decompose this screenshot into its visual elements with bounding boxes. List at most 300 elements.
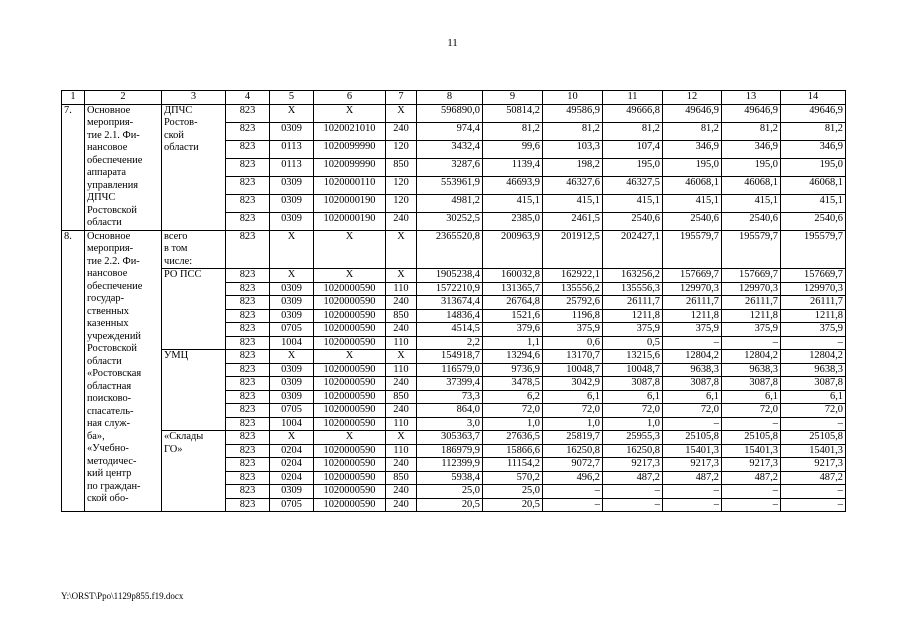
value-cell: 11154,2	[483, 458, 543, 472]
value-cell: 12804,2	[663, 350, 722, 364]
value-cell: 154918,7	[417, 350, 483, 364]
value-cell: 823	[226, 485, 270, 499]
value-cell: 1572210,9	[417, 282, 483, 296]
value-cell: Х	[270, 104, 314, 122]
value-cell: 1020000590	[314, 444, 386, 458]
column-number-cell: 10	[543, 91, 603, 105]
value-cell: 1020000190	[314, 194, 386, 212]
value-cell: 49646,9	[722, 104, 781, 122]
value-cell: Х	[314, 350, 386, 364]
value-cell: 823	[226, 269, 270, 283]
value-cell: 46068,1	[781, 176, 846, 194]
value-cell: 346,9	[722, 140, 781, 158]
measure-name-line: обеспечение	[87, 154, 143, 166]
value-cell: 823	[226, 296, 270, 310]
value-cell: 6,1	[722, 390, 781, 404]
value-cell: 4514,5	[417, 323, 483, 337]
value-cell: 2365520,8	[417, 230, 483, 269]
table-body	[62, 91, 846, 512]
value-cell: 5938,4	[417, 471, 483, 485]
measure-name-line: ба»,	[87, 430, 105, 442]
value-cell: 81,2	[781, 122, 846, 140]
value-cell: 1020021010	[314, 122, 386, 140]
value-cell: 415,1	[603, 194, 663, 212]
value-cell: 14836,4	[417, 309, 483, 323]
value-cell: 240	[386, 498, 417, 512]
executor-line: «Склады	[164, 431, 204, 442]
value-cell: 27636,5	[483, 431, 543, 445]
value-cell: –	[722, 417, 781, 431]
measure-name-line: учреждений	[87, 330, 141, 342]
value-cell: –	[781, 417, 846, 431]
value-cell: 1020000590	[314, 390, 386, 404]
value-cell: –	[722, 336, 781, 350]
budget-table	[61, 90, 846, 512]
value-cell: 1020000110	[314, 176, 386, 194]
value-cell: 49646,9	[663, 104, 722, 122]
value-cell: 375,9	[781, 323, 846, 337]
value-cell: 25792,6	[543, 296, 603, 310]
executor-line: ДПЧС	[164, 104, 193, 116]
value-cell: 110	[386, 282, 417, 296]
value-cell: 81,2	[603, 122, 663, 140]
executor-line: ГО»	[164, 443, 183, 455]
value-cell: 15401,3	[781, 444, 846, 458]
value-cell: 240	[386, 458, 417, 472]
value-cell: 1020000590	[314, 458, 386, 472]
value-cell: –	[603, 485, 663, 499]
value-cell: 25105,8	[781, 431, 846, 445]
value-cell: 3087,8	[603, 377, 663, 391]
value-cell: 1,1	[483, 336, 543, 350]
value-cell: 823	[226, 309, 270, 323]
value-cell: 26111,7	[663, 296, 722, 310]
executor-line: РО ПСС	[164, 269, 202, 280]
value-cell: 0309	[270, 282, 314, 296]
executor-line: ской	[164, 129, 184, 141]
table-row	[62, 104, 846, 122]
value-cell: 346,9	[781, 140, 846, 158]
value-cell: 9217,3	[603, 458, 663, 472]
column-number-cell: 13	[722, 91, 781, 105]
value-cell: 0705	[270, 498, 314, 512]
value-cell: 570,2	[483, 471, 543, 485]
value-cell: 823	[226, 282, 270, 296]
value-cell: –	[663, 498, 722, 512]
value-cell: Х	[386, 104, 417, 122]
column-number-cell: 2	[85, 91, 162, 105]
value-cell: 240	[386, 404, 417, 418]
measure-name-line: ственных	[87, 305, 129, 317]
value-cell: 375,9	[543, 323, 603, 337]
measure-name-line: аппарата	[87, 167, 127, 178]
value-cell: 823	[226, 350, 270, 364]
value-cell: 1020000590	[314, 363, 386, 377]
value-cell: 1004	[270, 417, 314, 431]
column-number-row	[62, 91, 846, 105]
value-cell: 850	[386, 309, 417, 323]
measure-name-line: тие 2.1. Фи-	[87, 129, 140, 141]
item-number-cell: 7.	[62, 104, 85, 230]
value-cell: 25,0	[417, 485, 483, 499]
value-cell: 0309	[270, 377, 314, 391]
value-cell: 72,0	[722, 404, 781, 418]
value-cell: 1020000590	[314, 404, 386, 418]
value-cell: 823	[226, 336, 270, 350]
value-cell: 0309	[270, 122, 314, 140]
value-cell: 110	[386, 444, 417, 458]
value-cell: 25,0	[483, 485, 543, 499]
value-cell: 6,1	[663, 390, 722, 404]
value-cell: 0204	[270, 458, 314, 472]
measure-name-line: обеспечение	[87, 280, 143, 292]
value-cell: 49646,9	[781, 104, 846, 122]
value-cell: 2461,5	[543, 212, 603, 230]
value-cell: 135556,3	[603, 282, 663, 296]
value-cell: 72,0	[483, 404, 543, 418]
value-cell: 195,0	[663, 158, 722, 176]
page-number: 11	[447, 37, 458, 49]
value-cell: 12804,2	[722, 350, 781, 364]
value-cell: 0705	[270, 404, 314, 418]
value-cell: 16250,8	[603, 444, 663, 458]
value-cell: 195579,7	[781, 230, 846, 269]
value-cell: 25105,8	[663, 431, 722, 445]
value-cell: 1020000590	[314, 282, 386, 296]
value-cell: 823	[226, 431, 270, 445]
value-cell: 823	[226, 194, 270, 212]
measure-name-line: «Ростовская	[87, 368, 142, 379]
value-cell: –	[722, 485, 781, 499]
value-cell: 157669,7	[781, 269, 846, 283]
value-cell: 240	[386, 212, 417, 230]
value-cell: Х	[270, 431, 314, 445]
value-cell: 346,9	[663, 140, 722, 158]
value-cell: –	[781, 336, 846, 350]
value-cell: 823	[226, 377, 270, 391]
value-cell: 823	[226, 212, 270, 230]
measure-name-cell	[85, 230, 162, 512]
value-cell: 202427,1	[603, 230, 663, 269]
value-cell: Х	[386, 269, 417, 283]
value-cell: 0113	[270, 158, 314, 176]
value-cell: 6,1	[781, 390, 846, 404]
value-cell: 81,2	[722, 122, 781, 140]
value-cell: 823	[226, 104, 270, 122]
value-cell: 240	[386, 377, 417, 391]
value-cell: 13215,6	[603, 350, 663, 364]
value-cell: 72,0	[603, 404, 663, 418]
value-cell: –	[663, 485, 722, 499]
value-cell: 135556,2	[543, 282, 603, 296]
value-cell: 3,0	[417, 417, 483, 431]
value-cell: 823	[226, 176, 270, 194]
value-cell: 0309	[270, 390, 314, 404]
value-cell: 0113	[270, 140, 314, 158]
value-cell: 823	[226, 458, 270, 472]
value-cell: –	[543, 498, 603, 512]
value-cell: 823	[226, 404, 270, 418]
value-cell: 1211,8	[663, 309, 722, 323]
value-cell: 3087,8	[781, 377, 846, 391]
value-cell: 240	[386, 122, 417, 140]
measure-name-line: ная служ-	[87, 418, 131, 429]
table-row	[62, 350, 846, 364]
value-cell: 823	[226, 363, 270, 377]
executor-cell	[162, 230, 226, 269]
value-cell: 0309	[270, 296, 314, 310]
value-cell: 240	[386, 485, 417, 499]
value-cell: 120	[386, 176, 417, 194]
value-cell: 160032,8	[483, 269, 543, 283]
value-cell: 3478,5	[483, 377, 543, 391]
measure-name-line: областная	[87, 380, 132, 392]
value-cell: 9072,7	[543, 458, 603, 472]
value-cell: 2540,6	[663, 212, 722, 230]
value-cell: 1020000590	[314, 336, 386, 350]
measure-name-line: Основное	[87, 230, 131, 242]
value-cell: 81,2	[543, 122, 603, 140]
value-cell: 823	[226, 417, 270, 431]
value-cell: 15401,3	[722, 444, 781, 458]
value-cell: Х	[270, 230, 314, 269]
value-cell: 0204	[270, 444, 314, 458]
measure-name-line: кий центр	[87, 468, 132, 479]
value-cell: 26111,7	[781, 296, 846, 310]
value-cell: 1020000590	[314, 323, 386, 337]
measure-name-line: области	[87, 355, 122, 367]
value-cell: 0309	[270, 212, 314, 230]
column-number-cell: 8	[417, 91, 483, 105]
value-cell: –	[722, 498, 781, 512]
value-cell: 823	[226, 444, 270, 458]
value-cell: 850	[386, 390, 417, 404]
value-cell: 596890,0	[417, 104, 483, 122]
value-cell: 0705	[270, 323, 314, 337]
value-cell: 823	[226, 323, 270, 337]
measure-name-line: Ростовской	[87, 343, 137, 354]
value-cell: 3087,8	[722, 377, 781, 391]
value-cell: 0,6	[543, 336, 603, 350]
executor-line: УМЦ	[164, 350, 189, 361]
value-cell: 553961,9	[417, 176, 483, 194]
value-cell: 195,0	[722, 158, 781, 176]
value-cell: 379,6	[483, 323, 543, 337]
executor-cell	[162, 269, 226, 350]
value-cell: 487,2	[781, 471, 846, 485]
value-cell: 1020000590	[314, 471, 386, 485]
value-cell: 9736,9	[483, 363, 543, 377]
value-cell: 3087,8	[663, 377, 722, 391]
column-number-cell: 3	[162, 91, 226, 105]
column-number-cell: 12	[663, 91, 722, 105]
executor-cell	[162, 350, 226, 431]
measure-name-line: государ-	[87, 293, 125, 304]
value-cell: 375,9	[663, 323, 722, 337]
value-cell: 9217,3	[663, 458, 722, 472]
value-cell: Х	[386, 230, 417, 269]
value-cell: 26764,8	[483, 296, 543, 310]
value-cell: 1905238,4	[417, 269, 483, 283]
value-cell: 0,5	[603, 336, 663, 350]
value-cell: 157669,7	[663, 269, 722, 283]
value-cell: 1004	[270, 336, 314, 350]
column-number-cell: 7	[386, 91, 417, 105]
value-cell: 25819,7	[543, 431, 603, 445]
table-row	[62, 431, 846, 445]
value-cell: 15401,3	[663, 444, 722, 458]
value-cell: 6,2	[483, 390, 543, 404]
column-number-cell: 6	[314, 91, 386, 105]
measure-name-line: нансовое	[87, 142, 128, 153]
value-cell: 415,1	[543, 194, 603, 212]
value-cell: 200963,9	[483, 230, 543, 269]
value-cell: 850	[386, 471, 417, 485]
value-cell: 49586,9	[543, 104, 603, 122]
value-cell: 81,2	[663, 122, 722, 140]
value-cell: 157669,7	[722, 269, 781, 283]
value-cell: 305363,7	[417, 431, 483, 445]
value-cell: 3287,6	[417, 158, 483, 176]
value-cell: –	[663, 417, 722, 431]
value-cell: 1211,8	[603, 309, 663, 323]
value-cell: 26111,7	[722, 296, 781, 310]
value-cell: –	[543, 485, 603, 499]
value-cell: 16250,8	[543, 444, 603, 458]
value-cell: 0309	[270, 485, 314, 499]
value-cell: 116579,0	[417, 363, 483, 377]
measure-name-line: по граждан-	[87, 480, 141, 492]
value-cell: 12804,2	[781, 350, 846, 364]
table-row	[62, 230, 846, 269]
value-cell: 198,2	[543, 158, 603, 176]
value-cell: 4981,2	[417, 194, 483, 212]
value-cell: 112399,9	[417, 458, 483, 472]
value-cell: 1020000590	[314, 296, 386, 310]
item-number-cell: 8.	[62, 230, 85, 512]
value-cell: 823	[226, 471, 270, 485]
value-cell: 9217,3	[781, 458, 846, 472]
value-cell: 2540,6	[781, 212, 846, 230]
value-cell: 1,0	[603, 417, 663, 431]
value-cell: 9638,3	[722, 363, 781, 377]
value-cell: 6,1	[603, 390, 663, 404]
measure-name-line: мероприя-	[87, 117, 134, 128]
column-number-cell: 4	[226, 91, 270, 105]
value-cell: 131365,7	[483, 282, 543, 296]
value-cell: Х	[270, 350, 314, 364]
value-cell: 9638,3	[781, 363, 846, 377]
value-cell: 823	[226, 230, 270, 269]
value-cell: 107,4	[603, 140, 663, 158]
value-cell: 375,9	[603, 323, 663, 337]
executor-line: Ростов-	[164, 117, 198, 128]
executor-line: числе:	[164, 255, 193, 267]
value-cell: 129970,3	[722, 282, 781, 296]
value-cell: 73,3	[417, 390, 483, 404]
value-cell: 46068,1	[722, 176, 781, 194]
value-cell: 1,0	[543, 417, 603, 431]
value-cell: 10048,7	[543, 363, 603, 377]
value-cell: 823	[226, 158, 270, 176]
executor-cell	[162, 104, 226, 230]
value-cell: 415,1	[781, 194, 846, 212]
value-cell: 415,1	[663, 194, 722, 212]
value-cell: 3042,9	[543, 377, 603, 391]
value-cell: 240	[386, 323, 417, 337]
value-cell: 1521,6	[483, 309, 543, 323]
value-cell: 0309	[270, 194, 314, 212]
value-cell: 1020000190	[314, 212, 386, 230]
value-cell: 1020000590	[314, 498, 386, 512]
column-number-cell: 1	[62, 91, 85, 105]
value-cell: 2,2	[417, 336, 483, 350]
value-cell: 13294,6	[483, 350, 543, 364]
value-cell: 46327,6	[543, 176, 603, 194]
value-cell: Х	[386, 350, 417, 364]
value-cell: 195579,7	[663, 230, 722, 269]
column-number-cell: 14	[781, 91, 846, 105]
value-cell: 823	[226, 140, 270, 158]
value-cell: 30252,5	[417, 212, 483, 230]
measure-name-line: ской обо-	[87, 493, 129, 504]
value-cell: 0309	[270, 176, 314, 194]
value-cell: 1020099990	[314, 158, 386, 176]
value-cell: 195579,7	[722, 230, 781, 269]
value-cell: 375,9	[722, 323, 781, 337]
value-cell: 313674,4	[417, 296, 483, 310]
value-cell: Х	[314, 230, 386, 269]
value-cell: 1020000590	[314, 417, 386, 431]
value-cell: 195,0	[781, 158, 846, 176]
footer-file-path: Y:\ORST\Ppo\1129p855.f19.docx	[61, 591, 184, 601]
value-cell: 0309	[270, 363, 314, 377]
value-cell: 1139,4	[483, 158, 543, 176]
executor-line: области	[164, 142, 199, 153]
value-cell: 2540,6	[603, 212, 663, 230]
value-cell: 240	[386, 296, 417, 310]
value-cell: 1,0	[483, 417, 543, 431]
value-cell: 110	[386, 417, 417, 431]
value-cell: 26111,7	[603, 296, 663, 310]
value-cell: 2385,0	[483, 212, 543, 230]
value-cell: 9217,3	[722, 458, 781, 472]
value-cell: 186979,9	[417, 444, 483, 458]
value-cell: 415,1	[722, 194, 781, 212]
value-cell: 72,0	[543, 404, 603, 418]
value-cell: 46068,1	[663, 176, 722, 194]
measure-name-line: поисково-	[87, 393, 132, 404]
measure-name-line: ДПЧС	[87, 192, 116, 203]
measure-name-line: методичес-	[87, 455, 137, 467]
value-cell: 15866,6	[483, 444, 543, 458]
measure-name-line: мероприя-	[87, 243, 134, 254]
value-cell: 103,3	[543, 140, 603, 158]
value-cell: 487,2	[663, 471, 722, 485]
measure-name-line: тие 2.2. Фи-	[87, 255, 140, 267]
value-cell: 72,0	[663, 404, 722, 418]
value-cell: 25105,8	[722, 431, 781, 445]
value-cell: 99,6	[483, 140, 543, 158]
value-cell: 1196,8	[543, 309, 603, 323]
value-cell: 0309	[270, 309, 314, 323]
value-cell: 823	[226, 498, 270, 512]
value-cell: 20,5	[483, 498, 543, 512]
value-cell: –	[781, 498, 846, 512]
value-cell: 20,5	[417, 498, 483, 512]
measure-name-line: спасатель-	[87, 405, 134, 417]
value-cell: 37399,4	[417, 377, 483, 391]
